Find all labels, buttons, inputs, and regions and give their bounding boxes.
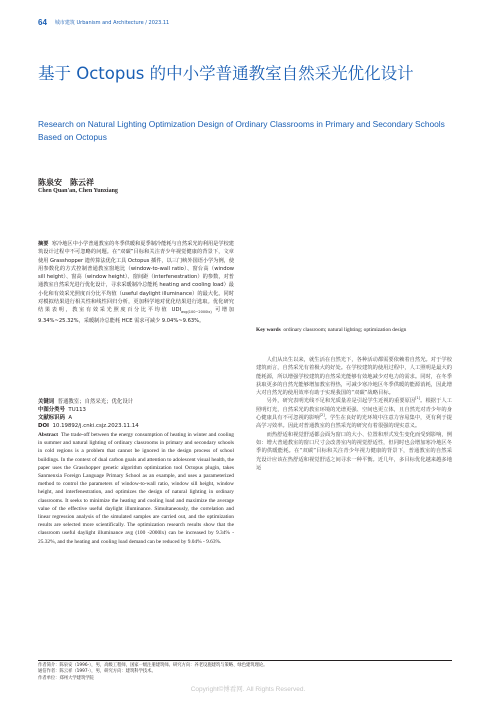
footnote-corresponding-author: 通信作者：陈云祥（1997-），男，研究方向：建筑科学技术。 — [38, 669, 156, 675]
keywords-cn — [38, 398, 234, 406]
footnote-affiliation: 作者单位：郑州大学建筑学院 — [38, 675, 94, 681]
footnote — [38, 663, 452, 682]
abstract-chinese — [38, 240, 234, 325]
abstract-cn-text-end: 可增加 9.34%~25.32%，采暖制冷总能耗 HCE 需求可减少 9.04%~9.63%。 — [38, 307, 234, 324]
body-paragraph-1: 人们从出生以来，就生活在自然光下，各种活动都需要依赖着自然光。对于学校建筑而言，自然采光有着极大的好处。在学校建筑的使用过程中，人工照明是最大的能耗源，所以增强学校建筑的自然采光能够有效地减少对电力的需求。同时，在冬季获取更多的自然光能够增加教室得热，可减少寒冷地区冬季供暖的能源消耗，因此增大对自然光的使用效率有助于实现我国的“双碳”战略目标。 — [256, 357, 452, 397]
authors-english: Chen Quan'an, Chen Yunxiang — [38, 188, 118, 194]
body-text — [256, 356, 452, 472]
keywords-english — [256, 326, 452, 334]
citation-1[interactable]: [1] — [415, 396, 421, 401]
page-number: 64 — [38, 17, 47, 27]
doi-label: DOI — [38, 423, 50, 429]
abstract-cn-text: 寒冷地区中小学普通教室的冬季供暖和夏季制冷能耗与自然采光的利用是学校建筑设计过程中不可忽略的问题。在“双碳”目标和关注青少年视觉健康的背景下，文章使用 Grasshopper 遗传算法优化工具 Octopus 插件，以三门峡外国语小学为例，使用参数化的方式控制普通教室窗地比（window-to-wall ratio）、窗台高（window sill height）、窗高（window height）、窗间距（interfenestration）的参数，对普通教室自然采光进行优化设计，寻求采暖制冷总能耗 heating and cooling load）最小化和有效采光照度百分比平均值（useful daylight illuminance）的最大化。同时对模拟结果进行相关性和线性回归分析，更加科学地对优化结果进行选取。优化研究结果表明，教室有效采光照度百分比平均值 UDI — [38, 241, 235, 314]
journal-name: 城市建筑 Urbanism and Architecture / 2023.11 — [54, 19, 170, 26]
body-paragraph-3: 而热舒适和视觉舒适都会面为窗口的大小、位置和形式发生变化而受到影响，例如：增大普通教室的窗口尺寸会改善室内的视觉舒适性，但同时也会增加寒冷地区冬季的供暖能耗。在“双碳”目标和关注青少年视力健康的背景下，普通教室的自然采光设计应该在热舒适和视觉舒适之间寻求一种平衡。近几年，多目标优化越来越多地运 — [256, 431, 452, 471]
running-header — [38, 14, 169, 30]
keywords-cn-label: 关键词 — [38, 399, 55, 405]
doi-value[interactable]: 10.19892/j.cnki.csjz.2023.11.14 — [52, 423, 139, 429]
abstract-en-text: The trade-off between the energy consumption of heating in winter and cooling in summer and natural lighting of ordinary classrooms in primary and secondary schools in cold regions is a problem that cannot be ignored in the design process of school buildings. In the context of dual carbon goals and attention to adolescent visual health, the paper uses the Grasshopper genetic algorithm optimization tool Octopus plugin, takes Sanmenxia Foreign Language Primary School as an example, and uses a parameterized method to control the parameters of window-to-wall ratio, window sill height, window height, and interfenestration, and optimizes the design of natural lighting in ordinary classrooms. It seeks to minimize the heating and cooling load and maximize the average value of the effective useful daylight illuminance. Simultaneously, the correlation and linear regression analysis of the simulated samples are carried out, and the optimization results are selected more scientifically. The optimization research results show that the classroom useful daylight illuminance avg (100 -2000lx) can be increased by 9.34% - 25.32%, and the heating and cooling load demand can be reduced by 9.04% - 9.63%. — [38, 432, 234, 545]
body-p2-b: 。根据于人工照明灯光，自然采光的教室环境的光谱更强、空间也更立体，且自然光对青少年的身心健康具有不可忽视的影响 — [256, 398, 452, 422]
title-english: Research on Natural Lighting Optimization Design of Ordinary Classrooms in Primary and Secondary Schools Based on Octopus — [38, 119, 445, 142]
doc-code-label: 文献标识码 — [38, 415, 65, 421]
body-p2-a: 另外，研究表明光线不足和光质量差是引起学生近视的重要原因 — [266, 398, 416, 405]
keywords-cn-value: 普通教室；自然采光；优化设计 — [57, 399, 134, 405]
clc-value: TU113 — [68, 407, 86, 413]
keywords-en-value: ordinary classroom; natural lighting; optimization design — [283, 327, 407, 333]
abstract-en-label: Abstract — [38, 432, 59, 438]
doi — [38, 422, 234, 430]
clc-label: 中图分类号 — [38, 407, 65, 413]
footnote-divider — [38, 660, 452, 661]
citation-2[interactable]: [2] — [319, 413, 325, 418]
body-p2-c: 。学生在良好的光环境中注意力容易集中，更有利于提高学习效率。因此对普通教室的自然采光的研究有着很强的现实意义。 — [256, 415, 452, 430]
keywords-en-label: Key words — [256, 327, 281, 333]
document-code — [38, 414, 234, 422]
udi-subscript: avg(100~2000lx) — [181, 310, 212, 315]
abstract-english — [38, 431, 234, 546]
doc-code-value: A — [68, 415, 73, 421]
copyright-watermark: Copyright©博看网. All Rights Reserved. — [190, 686, 306, 693]
abstract-cn-label: 摘要 — [38, 241, 49, 247]
title-chinese: 基于 Octopus 的中小学普通教室自然采光优化设计 — [38, 64, 414, 83]
footnote-author-bio: 作者简介：陈泉安（1996-），男，高级工程师，国家一级注册建筑师。研究方向：养老设施建筑与策略、绿色建筑理论。 — [38, 663, 268, 668]
authors-chinese: 陈泉安 陈云祥 — [38, 178, 94, 187]
clc-number — [38, 406, 234, 414]
body-paragraph-2 — [256, 397, 452, 430]
